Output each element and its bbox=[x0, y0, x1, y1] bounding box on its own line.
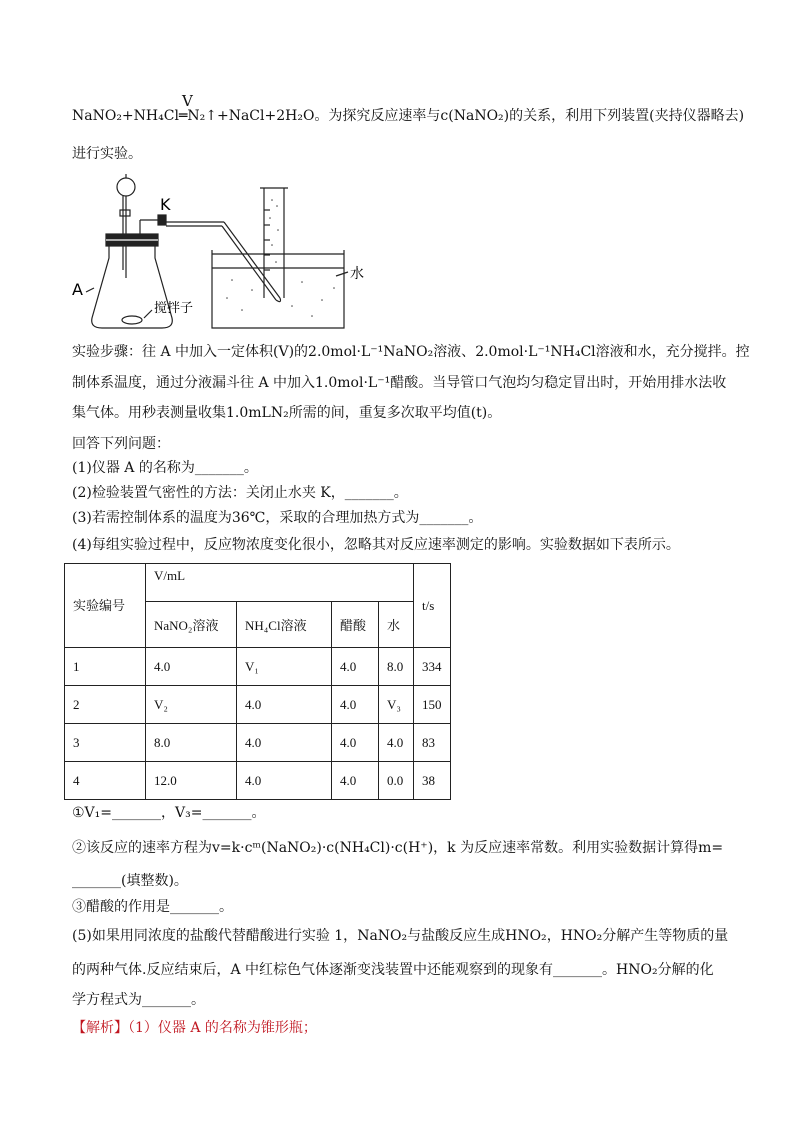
header-nano2: NaNO₂溶液 bbox=[146, 602, 237, 648]
steps-text: 溶液、 bbox=[433, 344, 476, 360]
sub-question-1: ①V₁=_______，V₃=_______。 bbox=[72, 805, 266, 821]
questions-intro: 回答下列问题： bbox=[72, 436, 170, 452]
steps-text: 集气体。用秒表测量收集 bbox=[72, 405, 226, 421]
cell: 38 bbox=[414, 762, 451, 800]
cell: 4.0 bbox=[146, 648, 237, 686]
sub-question-2 bbox=[72, 838, 723, 858]
cell: V₃ bbox=[379, 686, 414, 724]
s2-text: ②该反应的速率方程为 bbox=[72, 840, 212, 856]
cell: V₁ bbox=[237, 648, 332, 686]
table-row bbox=[65, 686, 451, 724]
cell: 4.0 bbox=[237, 686, 332, 724]
hno2: HNO₂ bbox=[560, 928, 603, 944]
cell: 8.0 bbox=[379, 648, 414, 686]
label-stirrer: 搅拌子 bbox=[154, 301, 194, 316]
s2-text: ，k 为反应速率常数。利用实验数据计算得 bbox=[433, 840, 699, 856]
hno2: HNO₂ bbox=[616, 962, 658, 978]
concentration-expr: c(NaNO₂) bbox=[440, 108, 510, 124]
nano2-conc: 2.0mol·L⁻¹NaNO₂ bbox=[308, 344, 434, 360]
equation-left: NaNO₂+NH₄Cl bbox=[72, 108, 179, 124]
solution-line bbox=[72, 1018, 317, 1038]
cell: 12.0 bbox=[146, 762, 237, 800]
q3-temp: 36℃ bbox=[231, 510, 266, 526]
steps-line-2 bbox=[72, 373, 726, 393]
sub-question-2-blank: _______(填整数)。 bbox=[72, 873, 188, 889]
cell: 4.0 bbox=[332, 686, 379, 724]
q5-text: ， bbox=[546, 928, 561, 944]
cell: 4.0 bbox=[332, 648, 379, 686]
table-row bbox=[65, 648, 451, 686]
cell: 83 bbox=[414, 724, 451, 762]
header-water: 水 bbox=[379, 602, 414, 648]
n2-volume: 1.0mLN₂ bbox=[226, 405, 289, 421]
question-5-line-2 bbox=[72, 960, 714, 980]
q5-text: 与盐酸反应生成 bbox=[407, 928, 506, 944]
cell: V₂ bbox=[146, 686, 237, 724]
solution-tag: 【解析】 bbox=[72, 1020, 128, 1036]
steps-line-1 bbox=[72, 342, 750, 362]
question-3 bbox=[72, 508, 482, 528]
header-time: t/s bbox=[414, 564, 451, 648]
nano2: NaNO₂ bbox=[357, 928, 408, 944]
cell: 2 bbox=[65, 686, 146, 724]
cell: 4.0 bbox=[379, 724, 414, 762]
solution-text: （1）仪器 A 的名称为锥形瓶； bbox=[128, 1020, 317, 1036]
intro-text-2: 的关系，利用下列装置(夹持仪器略去) bbox=[509, 108, 745, 124]
q5-text: 分解产生等物质的量 bbox=[602, 928, 729, 944]
rate-equation: v=k·cᵐ(NaNO₂)·c(NH₄Cl)·c(H⁺) bbox=[212, 840, 434, 856]
label-a: A bbox=[72, 280, 83, 299]
acid-conc: 1.0mol·L⁻¹ bbox=[315, 375, 391, 391]
intro-line-1 bbox=[72, 92, 745, 126]
header-acid: 醋酸 bbox=[332, 602, 379, 648]
cell: 8.0 bbox=[146, 724, 237, 762]
q5-text: (5)如果用同浓度的盐酸代替醋酸进行实验 1， bbox=[72, 928, 358, 944]
hno2: HNO₂ bbox=[505, 928, 547, 944]
question-5-line-3: 学方程式为_______。 bbox=[72, 992, 205, 1008]
cell: 150 bbox=[414, 686, 451, 724]
steps-text: 醋酸。当导管口气泡均匀稳定冒出时，开始用排水法收 bbox=[390, 375, 727, 391]
question-2: (2)检验装置气密性的方法：关闭止水夹 K，_______。 bbox=[72, 485, 408, 501]
funnel-bulb bbox=[117, 178, 135, 196]
cell: 4 bbox=[65, 762, 146, 800]
steps-text: 所需的间，重复多次取平均值(t)。 bbox=[288, 405, 502, 421]
cell: 4.0 bbox=[332, 762, 379, 800]
intro-line-2: 进行实验。 bbox=[72, 146, 142, 162]
cell: 4.0 bbox=[237, 762, 332, 800]
steps-text: 实验步骤：往 A 中加入一定体积(V)的 bbox=[72, 344, 309, 360]
header-nh4cl: NH₄Cl溶液 bbox=[237, 602, 332, 648]
sub-question-3: ③醋酸的作用是_______。 bbox=[72, 899, 233, 915]
header-volume: V/mL bbox=[146, 564, 414, 602]
m-symbol: m= bbox=[698, 840, 724, 856]
cell: 4.0 bbox=[332, 724, 379, 762]
equation-right: N₂↑+NaCl+2H₂O bbox=[187, 108, 315, 124]
steps-text: 制体系温度，通过分液漏斗往 A 中加入 bbox=[72, 375, 316, 391]
header-exp: 实验编号 bbox=[65, 564, 146, 648]
question-4: (4)每组实验过程中，反应物浓度变化很小，忽略其对反应速率测定的影响。实验数据如下表所示。 bbox=[72, 537, 680, 553]
cell: 1 bbox=[65, 648, 146, 686]
steps-line-3 bbox=[72, 403, 501, 423]
q5-text: 分解的化 bbox=[657, 962, 714, 978]
apparatus-figure bbox=[72, 170, 392, 335]
steps-text: 溶液和水，充分搅拌。控 bbox=[595, 344, 750, 360]
table-row bbox=[65, 762, 451, 800]
q3-text: ，采取的合理加热方式为_______。 bbox=[265, 510, 483, 526]
equation-arrow: V ═ bbox=[178, 92, 193, 124]
cell: 3 bbox=[65, 724, 146, 762]
cell: 4.0 bbox=[237, 724, 332, 762]
question-1: (1)仪器 A 的名称为_______。 bbox=[72, 460, 258, 476]
table-row bbox=[65, 724, 451, 762]
equation-over-symbol: V bbox=[181, 92, 193, 110]
question-5-line-1 bbox=[72, 926, 728, 946]
q3-text: (3)若需控制体系的温度为 bbox=[72, 510, 232, 526]
label-k: K bbox=[160, 195, 171, 214]
cell: 334 bbox=[414, 648, 451, 686]
intro-text-1: 。为探究反应速率与 bbox=[314, 108, 441, 124]
q5-text: 的两种气体.反应结束后，A 中红棕色气体逐渐变浅装置中还能观察到的现象有_______。 bbox=[72, 962, 617, 978]
label-water: 水 bbox=[350, 266, 364, 282]
data-table bbox=[64, 563, 451, 800]
nh4cl-conc: 2.0mol·L⁻¹NH₄Cl bbox=[475, 344, 596, 360]
cell: 0.0 bbox=[379, 762, 414, 800]
